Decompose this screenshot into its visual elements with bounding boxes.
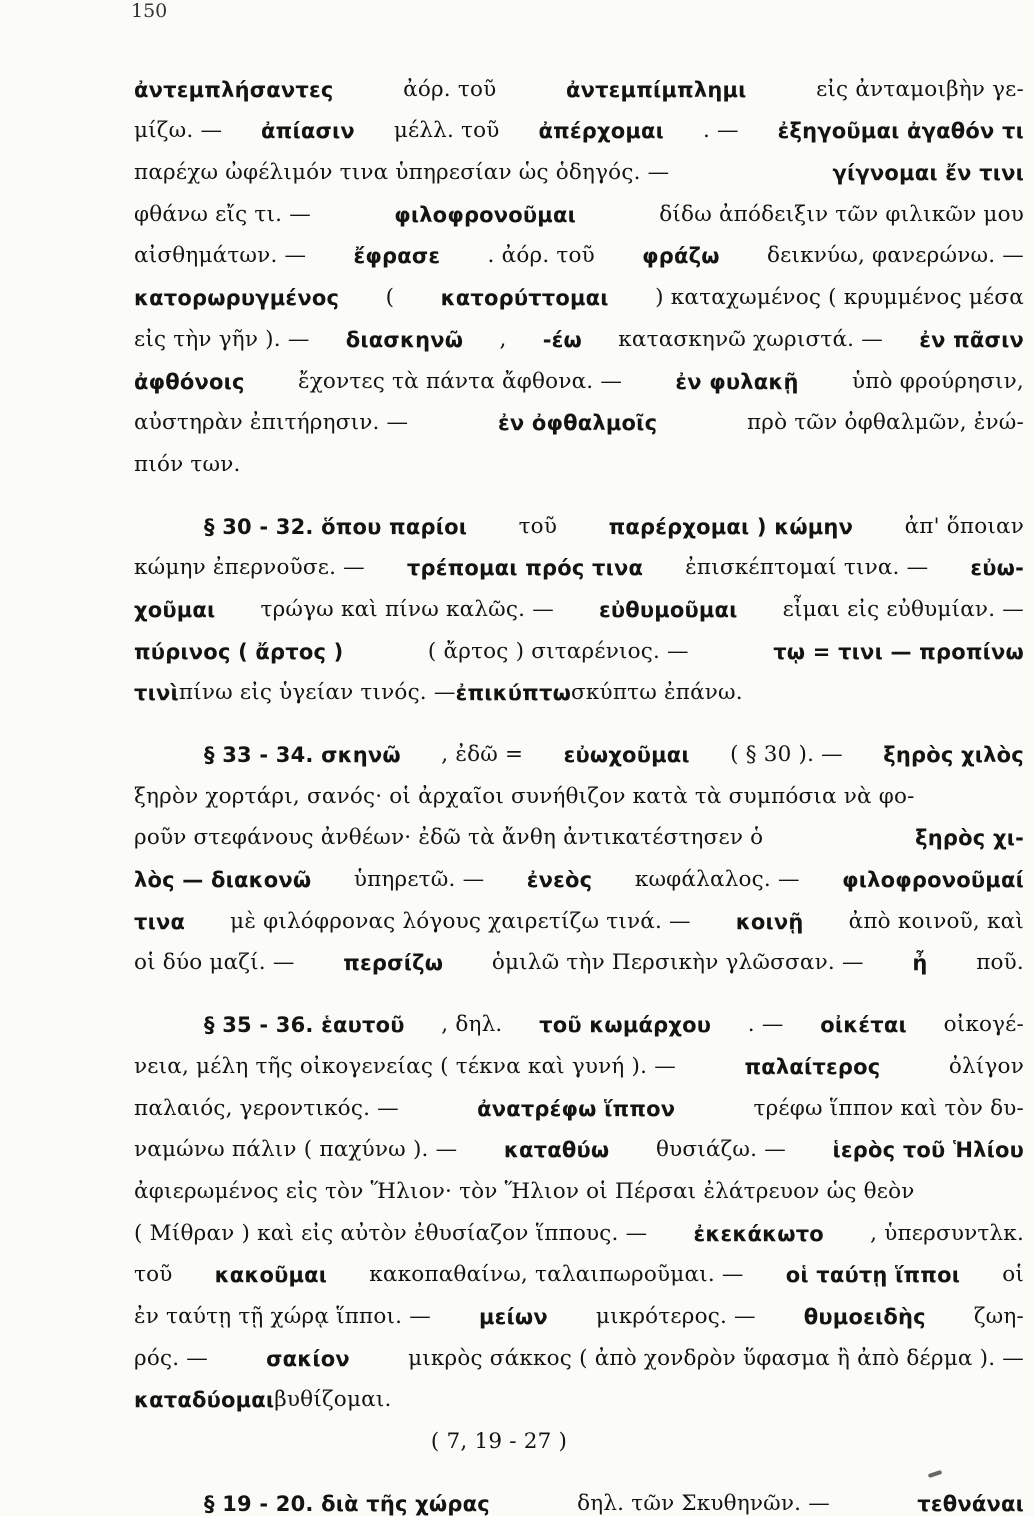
- gloss-text: τοῦ: [134, 1262, 173, 1288]
- headword: μείων: [478, 1304, 548, 1329]
- headword: κατορωρυγμένος: [134, 286, 340, 311]
- headword: ἔφρασε: [353, 244, 441, 269]
- gloss-text: πρὸ τῶν ὀφθαλμῶν, ἐνώ-: [746, 410, 1024, 436]
- gloss-text: , ὑπερσυντλκ.: [870, 1220, 1024, 1246]
- headword: τοῦ κωμάρχου: [539, 1013, 712, 1038]
- headword: τεθνάναι: [917, 1491, 1024, 1516]
- headword: κακοῦμαι: [214, 1263, 328, 1288]
- headword: ἀντεμπίμπλημι: [565, 77, 747, 102]
- gloss-text: παλαιός, γεροντικός. —: [134, 1095, 399, 1121]
- headword: ἀπίασιν: [261, 119, 355, 144]
- gloss-text: πίνω εἰς ὑγείαν τινός. —: [178, 680, 456, 706]
- headword: χοῦμαι: [134, 597, 216, 622]
- headword: πύρινος ( ἄρτος ): [134, 639, 344, 664]
- gloss-text: , δηλ.: [441, 1012, 503, 1038]
- headword: οἰκέται: [820, 1013, 907, 1038]
- gloss-text: σκύπτω ἐπάνω.: [571, 680, 743, 706]
- gloss-text: τρώγω καὶ πίνω καλῶς. —: [260, 596, 554, 622]
- gloss-text: μίζω. —: [134, 118, 223, 144]
- headword: ἐν ὀφθαλμοῖς: [498, 411, 658, 436]
- headword: κατορύττομαι: [440, 286, 609, 311]
- headword: ἐν πᾶσιν: [919, 327, 1024, 352]
- gloss-text: οἱ δύο μαζί. —: [134, 950, 295, 976]
- paragraph-gap: [134, 1454, 1024, 1474]
- headword: εὐω-: [970, 556, 1024, 581]
- gloss-text: οἱ: [1002, 1262, 1024, 1288]
- gloss-text: ( § 30 ). —: [730, 742, 843, 767]
- headword: § 35 - 36. ἑαυτοῦ: [204, 1013, 405, 1038]
- headword: ἦ: [912, 951, 928, 976]
- headword: τρέπομαι πρός τινα: [406, 556, 644, 581]
- gloss-text: . —: [702, 118, 739, 144]
- gloss-text: δίδω ἀπόδειξιν τῶν φιλικῶν μου: [659, 201, 1024, 227]
- gloss-text: κακοπαθαίνω, ταλαιπωροῦμαι. —: [369, 1262, 744, 1288]
- text-line: [134, 60, 1024, 102]
- paragraph-gap: [134, 477, 1024, 497]
- text-line: [134, 394, 1024, 436]
- headword: περσίζω: [343, 951, 444, 976]
- headword: ἀντεμπλήσαντες: [134, 77, 334, 102]
- text-line: [134, 1412, 1024, 1454]
- headword: ἀνατρέφω ἵππον: [477, 1096, 676, 1121]
- gloss-text: εἶμαι εἰς εὐθυμίαν. —: [782, 596, 1024, 622]
- page-number: 150: [131, 0, 168, 22]
- headword: τινα: [134, 909, 186, 934]
- headword: κοινῇ: [735, 909, 804, 934]
- headword: § 33 - 34. σκηνῶ: [204, 743, 401, 767]
- headword: ἐπικύπτω: [455, 681, 572, 706]
- text-line: [134, 1162, 1024, 1204]
- headword: ἐκεκάκωτο: [693, 1221, 824, 1246]
- gloss-text: φθάνω εἴς τι. —: [134, 201, 311, 227]
- headword: γίγνομαι ἔν τινι: [832, 161, 1024, 186]
- text-line: [134, 809, 1024, 851]
- gloss-text: ὑπηρετῶ. —: [353, 867, 485, 893]
- gloss-text: κώμην ἐπερνοῦσε. —: [134, 555, 365, 581]
- paragraph-gap: [134, 975, 1024, 995]
- text-line: [134, 1329, 1024, 1371]
- gloss-text: μικρὸς σάκκος ( ἀπὸ χονδρὸν ὕφασμα ἢ ἀπὸ δέρμα ). —: [408, 1345, 1024, 1371]
- gloss-text: ροῦν στεφάνους ἀνθέων· ἐδῶ τὰ ἄνθη ἀντικατέστησεν ὁ: [134, 825, 764, 851]
- gloss-text: εἰς ἀνταμοιβὴν γε-: [816, 76, 1024, 102]
- gloss-text: νεια, μέλη τῆς οἰκογενείας ( τέκνα καὶ γυνή ). —: [134, 1053, 676, 1079]
- headword: παλαίτερος: [744, 1054, 881, 1079]
- headword: εὐωχοῦμαι: [563, 743, 690, 767]
- text-line: [134, 1371, 1024, 1413]
- text-line: [134, 497, 1024, 539]
- headword: ἐν φυλακῇ: [675, 369, 799, 394]
- headword: οἱ ταύτῃ ἵπποι: [785, 1263, 961, 1288]
- gloss-text: εἰς τὴν γῆν ). —: [134, 326, 310, 352]
- headword: ἀφθόνοις: [134, 369, 245, 394]
- text-line: [134, 1287, 1024, 1329]
- gloss-text: οἰκογέ-: [943, 1012, 1024, 1038]
- headword: ξηρὸς χιλὸς: [883, 743, 1024, 767]
- gloss-text: θυσιάζω. —: [655, 1137, 786, 1163]
- headword: καταθύω: [503, 1138, 610, 1163]
- gloss-text: αἰσθημάτων. —: [134, 243, 307, 269]
- text-line: [134, 435, 1024, 477]
- text-line: [134, 934, 1024, 976]
- headword: § 30 - 32. ὅπου παρίοι: [204, 514, 468, 539]
- gloss-text: ζωη-: [973, 1303, 1024, 1329]
- gloss-text: τοῦ: [518, 513, 558, 539]
- gloss-text: ) καταχωμένος ( κρυμμένος μέσα: [655, 285, 1024, 311]
- gloss-text: ( Μίθραν ) καὶ εἰς αὐτὸν ἐθυσίαζον ἵππους. —: [134, 1220, 648, 1246]
- gloss-text: βυθίζομαι.: [274, 1387, 392, 1413]
- text-line: [134, 268, 1024, 310]
- gloss-text: δεικνύω, φανερώνω. —: [766, 243, 1024, 269]
- gloss-text: ποῦ.: [976, 950, 1024, 976]
- gloss-text: τρέφω ἵππον καὶ τὸν δυ-: [753, 1095, 1024, 1121]
- text-line: [134, 102, 1024, 144]
- gloss-text: ἔχοντες τὰ πάντα ἄφθονα. —: [297, 368, 623, 394]
- text-line: [134, 310, 1024, 352]
- headword: ξηρὸς χι-: [915, 826, 1024, 851]
- gloss-text: ἀόρ. τοῦ: [403, 76, 497, 102]
- headword: ἱερὸς τοῦ Ἡλίου: [832, 1138, 1024, 1163]
- headword: καταδύομαι: [134, 1388, 275, 1413]
- headword: ἐξηγοῦμαι ἀγαθόν τι: [777, 119, 1024, 144]
- text-line: [134, 580, 1024, 622]
- gloss-text: . ἀόρ. τοῦ: [487, 243, 595, 269]
- text-line: [134, 143, 1024, 185]
- gloss-text: ρός. —: [134, 1345, 208, 1371]
- gloss-text: ἐπισκέπτομαί τινα. —: [685, 555, 929, 581]
- gloss-text: αὐστηρὰν ἐπιτήρησιν. —: [134, 410, 409, 436]
- headword: -έω: [542, 327, 582, 352]
- gloss-text: ὑπὸ φρούρησιν,: [851, 368, 1024, 394]
- gloss-text: μικρότερος. —: [595, 1303, 756, 1329]
- gloss-text: ναμώνω πάλιν ( παχύνω ). —: [134, 1137, 458, 1163]
- text-line: [134, 539, 1024, 581]
- headword: διασκηνῶ: [345, 327, 464, 352]
- gloss-text: ὀλίγον: [948, 1053, 1024, 1079]
- headword: ἐνεὸς: [526, 868, 593, 893]
- text-line: [134, 850, 1024, 892]
- text-line: [134, 892, 1024, 934]
- gloss-text: ὁμιλῶ τὴν Περσικὴν γλῶσσαν. —: [491, 950, 864, 976]
- text-line: [134, 725, 1024, 767]
- gloss-text: ,: [499, 326, 507, 352]
- text-line: [134, 995, 1024, 1037]
- gloss-text: (: [385, 285, 395, 311]
- gloss-text: ξηρὸν χορτάρι, σανός· οἱ ἀρχαῖοι συνήθιζον κατὰ τὰ συμπόσια νὰ φο-: [134, 783, 915, 809]
- gloss-text: , ἐδῶ =: [441, 742, 524, 767]
- gloss-text: ἐν ταύτῃ τῇ χώρᾳ ἵπποι. —: [134, 1303, 431, 1329]
- text-line: [134, 185, 1024, 227]
- headword: τινὶ: [134, 681, 179, 706]
- text-line: [134, 1079, 1024, 1121]
- gloss-text: ἀπ' ὅποιαν: [904, 513, 1024, 539]
- headword: φιλοφρονοῦμαί: [842, 868, 1024, 893]
- gloss-text: ἀπὸ κοινοῦ, καὶ: [848, 908, 1024, 934]
- text-line: [134, 1204, 1024, 1246]
- gloss-text: κατασκηνῶ χωριστά. —: [618, 326, 883, 352]
- headword: ἀπέρχομαι: [538, 119, 665, 144]
- text-line: [134, 664, 1024, 706]
- text-line: [134, 767, 1024, 809]
- headword: θυμοειδὴς: [803, 1304, 926, 1329]
- headword: τῳ = τινι — προπίνω: [773, 639, 1024, 664]
- text-line: [134, 1474, 1024, 1516]
- gloss-text: ἀφιερωμένος εἰς τὸν Ἥλιον· τὸν Ἥλιον οἱ Πέρσαι ἐλάτρευον ὡς θεὸν: [134, 1178, 915, 1204]
- gloss-text: . —: [747, 1012, 784, 1038]
- headword: εὐθυμοῦμαι: [598, 597, 738, 622]
- headword: σακίον: [266, 1346, 350, 1371]
- gloss-text: κωφάλαλος. —: [634, 867, 800, 893]
- gloss-text: μέλλ. τοῦ: [393, 118, 500, 144]
- headword: παρέρχομαι ) κώμην: [608, 514, 854, 539]
- text-line: [134, 352, 1024, 394]
- headword: φιλοφρονοῦμαι: [394, 202, 576, 227]
- text-line: [134, 227, 1024, 269]
- gloss-text: μὲ φιλόφρονας λόγους χαιρετίζω τινά. —: [230, 908, 691, 934]
- paragraph-gap: [134, 705, 1024, 725]
- glossary-text-block: [134, 60, 1024, 1516]
- text-line: [134, 1037, 1024, 1079]
- text-line: [134, 1246, 1024, 1288]
- gloss-text: ( ἄρτος ) σιταρένιος. —: [427, 638, 689, 664]
- gloss-text: ( 7, 19 - 27 ): [430, 1429, 568, 1454]
- gloss-text: παρέχω ὠφέλιμόν τινα ὑπηρεσίαν ὡς ὁδηγός. —: [134, 160, 670, 186]
- text-line: [134, 1121, 1024, 1163]
- headword: § 19 - 20. διὰ τῆς χώρας: [204, 1491, 490, 1516]
- gloss-text: δηλ. τῶν Σκυθηνῶν. —: [577, 1490, 830, 1516]
- text-line: [134, 622, 1024, 664]
- gloss-text: πιόν των.: [134, 451, 241, 477]
- headword: λὸς — διακονῶ: [134, 868, 312, 893]
- headword: φράζω: [642, 244, 720, 269]
